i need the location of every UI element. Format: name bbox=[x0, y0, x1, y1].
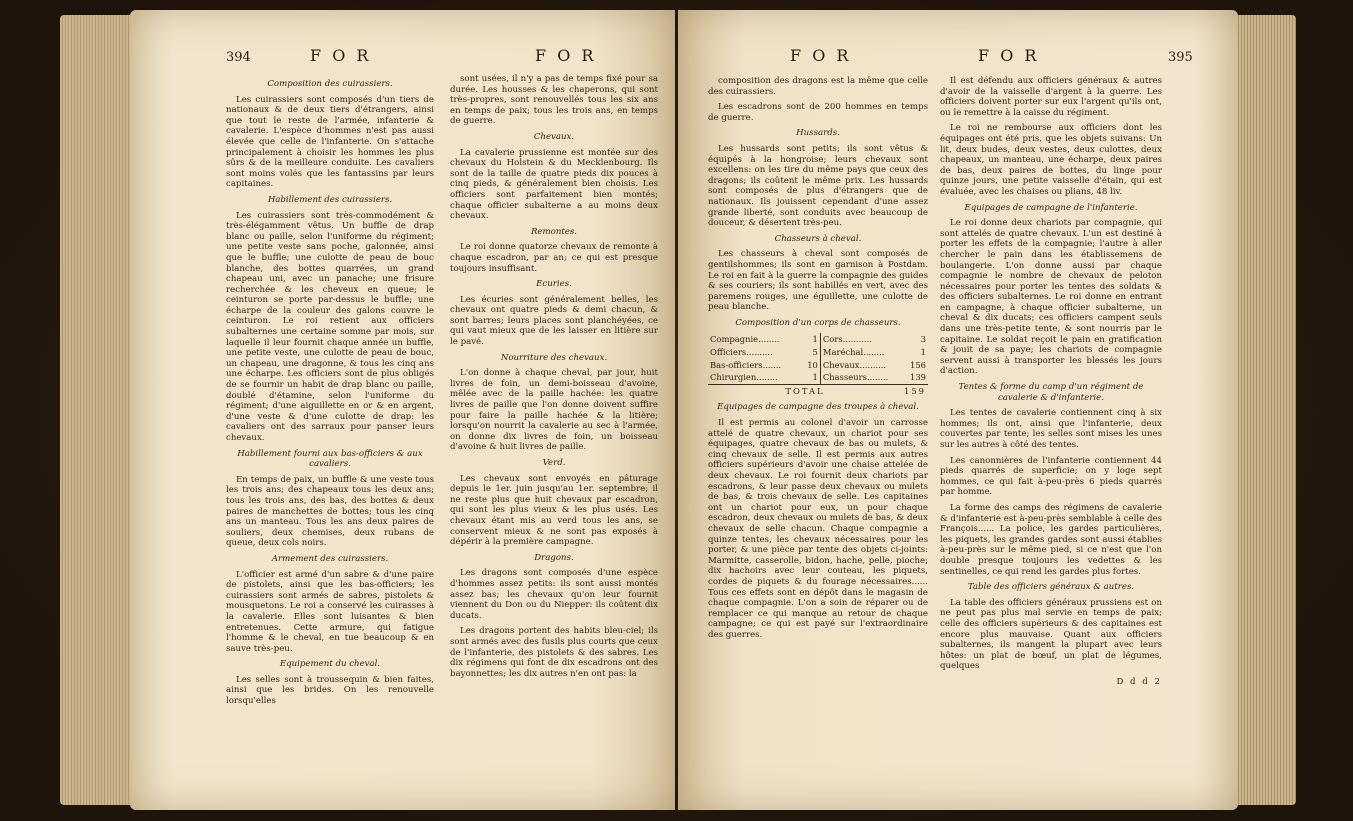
section-heading: Dragons. bbox=[534, 552, 574, 563]
table-row bbox=[708, 333, 928, 346]
section-heading: Hussards. bbox=[796, 128, 840, 139]
section-heading: Habillement des cuirassiers. bbox=[267, 194, 393, 205]
paragraph: Le roi donne quatorze chevaux de remonte à chaque escadron, par an; ce qui est presque toujours insuffisant. bbox=[450, 242, 658, 274]
table-cell: Chevaux.......... bbox=[820, 359, 902, 372]
table-total-value: 159 bbox=[904, 385, 926, 396]
paragraph: Les écuries sont généralement belles, les chevaux ont quatre pieds & demi chacun, & sont barres; leurs places sont planchéyées, ce qui vaut mieux que de les laisser en litière sur le pavé. bbox=[450, 294, 658, 348]
paragraph: Il est permis au colonel d'avoir un carrosse attelé de quatre chevaux, un chariot pour ses équipages, quatre chevaux de bas ou mulets, & cinq chevaux de selle. Il est permis aux autres officiers supérieurs d'avoir une chaise attelée de deux chevaux. Le roi fournit deux chariots par escadrons, & leur passe deux chevaux ou mulets de bas, & trois chevaux de selle. Les capitaines ont un chariot pour eux, un pour chaque escadron, deux chevaux ou mulets de bas, & deux chevaux de selle chacun. Chaque compagnie a quinze tentes, les chevaux nécessaires pour les porter, & une pièce par tente des objets ci-joints: Marmitte, casserolle, bidon, hache, pelle, pioche; dix hachoirs avec leur couteau, les piquets, cordes de piquets & du fourage nécessaires...... Tous ces effets sont en dépôt dans le magasin de chaque compagnie. L'on a soin de réparer ou de remplacer ce qui manque au retour de chaque campagne; ce qui est payé sur l'extraordinaire des guerres. bbox=[708, 418, 928, 640]
chasseurs-table bbox=[708, 333, 928, 397]
paragraph: Les cuirassiers sont très-commodément & très-élégamment vêtus. Un buffle de drap blanc ou paille, selon l'uniforme du régiment; une petite veste sans poche, galonnée, ainsi que le buffle; une culotte de peau de bouc blanche, des bottes quarrées, un grand chapeau uni, avec un panache; une frisure recherchée & les cheveux en queue; le ceinturon se porte par-dessus le buffle; une écharpe de la couleur des galons couvre le ceinturon. Le roi retient aux officiers subalternes une certaine somme par mois, sur laquelle il leur fournit chaque année un buffle, une petite veste, une culotte de peau de bouc, un chapeau, une dragonne, & tous les cinq ans une écharpe. Les officiers sont de plus obligés de se fournir un habit de drap blanc ou paille, doublé d'étamine, selon l'uniforme du régiment; d'une aiguillette en or & en argent, d'une veste & d'une culotte de drap: les cavaliers ont des sarraux pour panser leurs chevaux. bbox=[226, 210, 434, 443]
paragraph: Les chasseurs à cheval sont composés de gentilshommes; ils sont en garnison à Postdam. Le roi en fait à la guerre la compagnie des guides & ses couriers; ils sont habillés en vert, avec des paremens rouges, une éguillette, une culotte de peau blanche. bbox=[708, 249, 928, 313]
table-cell: Chirurgien........ bbox=[710, 372, 778, 383]
left-header-1: F O R bbox=[310, 46, 372, 65]
table-cell: Compagnie........ bbox=[710, 334, 780, 345]
right-column-2 bbox=[940, 76, 1162, 687]
paragraph: Les chevaux sont envoyés en pâturage depuis le 1er. juin jusqu'au 1er. septembre; il ne reste plus que huit chevaux par escadron, qui sont les plus vieux & les plus usés. Les chevaux étant mis au verd tous les ans, se conservent mieux & ne sont pas exposés à dépérir à la première campagne. bbox=[450, 473, 658, 548]
table-row bbox=[708, 346, 928, 359]
table-cell: Chasseurs........ bbox=[820, 371, 902, 384]
right-col1-text-b bbox=[708, 402, 928, 640]
table-cell: 5 bbox=[812, 347, 818, 358]
table-cell: Bas-officiers....... bbox=[710, 359, 782, 370]
paragraph: Les selles sont à troussequin & bien faites, ainsi que les brides. On les renouvelle lorsqu'elles bbox=[226, 674, 434, 707]
right-col1-text-a bbox=[708, 76, 928, 328]
table-cell: 1 bbox=[812, 334, 818, 345]
right-column-1 bbox=[708, 76, 928, 646]
paragraph: Les hussards sont petits; ils sont vêtus & équipés à la hongroise; leurs chevaux sont excellens: on les tire du même pays que ceux des dragons; ils coûtent le même prix. Les hussards sont composés de plus d'étrangers que de nationaux. Ils jouissent cependant d'une assez grande liberté, sont conduits avec beaucoup de douceur, & désertent très-peu. bbox=[708, 143, 928, 229]
paragraph: Les escadrons sont de 200 hommes en temps de guerre. bbox=[708, 102, 928, 123]
section-heading: Table des officiers généraux & autres. bbox=[967, 582, 1135, 593]
right-page-number: 395 bbox=[1168, 50, 1193, 65]
section-heading: Chasseurs à cheval. bbox=[774, 233, 862, 244]
table-cell: 156 bbox=[910, 359, 926, 370]
section-heading: Composition des cuirassiers. bbox=[267, 79, 393, 89]
table-cell: Officiers.......... bbox=[710, 347, 773, 358]
section-heading: Remontes. bbox=[530, 226, 578, 237]
paragraph: Les canonnières de l'infanterie contiennent 44 pieds quarrés de superficie; on y loge sept hommes, ce qui fait à-peu-près 6 pieds quarrés par homme. bbox=[940, 455, 1162, 498]
paragraph: La forme des camps des régimens de cavalerie & d'infanterie est à-peu-près semblable à celle des François...... La police, les gardes particulières, les piquets, les grandes gardes sont aussi établies à-peu-près sur le même pied, si ce n'est que l'on double presque toujours les vedettes & les sentinelles, ce qui rend les gardes plus fortes. bbox=[940, 502, 1162, 577]
section-heading: Verd. bbox=[542, 458, 566, 468]
table-row bbox=[708, 371, 928, 384]
page-edges-right bbox=[1236, 15, 1296, 805]
section-heading: Armement des cuirassiers. bbox=[271, 553, 389, 564]
section-heading: Ecuries. bbox=[536, 279, 572, 290]
paragraph: composition des dragons est la même que celle des cuirassiers. bbox=[708, 76, 928, 97]
paragraph: Les cuirassiers sont composés d'un tiers de nationaux & de deux tiers d'étrangers, ainsi que tout le reste de l'armée, infanterie & cavalerie. L'espèce d'hommes n'est pas aussi élevée que celle de l'infanterie. On s'attache principalement à choisir les hommes les plus sûrs & de la meilleure conduite. Les cavaliers sont moins volés que les fantassins par leurs capitaines. bbox=[226, 94, 434, 190]
page-edges-left bbox=[60, 15, 132, 805]
section-heading: Tentes & forme du camp d'un régiment de cavalerie & d'infanterie. bbox=[958, 382, 1144, 403]
section-heading: Habillement fourni aux bas-officiers & aux cavaliers. bbox=[237, 448, 423, 470]
section-heading: Equipement du cheval. bbox=[279, 659, 381, 670]
left-page bbox=[130, 10, 675, 810]
section-heading: Nourriture des chevaux. bbox=[500, 352, 608, 363]
paragraph: Les tentes de cavalerie contiennent cinq à six hommes; ils ont, ainsi que l'infanterie, deux couvertes par tente; les selles sont mises les unes sur les autres à côté des tentes. bbox=[940, 408, 1162, 450]
section-heading: Equipages de campagne de l'infanterie. bbox=[964, 202, 1138, 213]
paragraph: En temps de paix, un buffle & une veste tous les trois ans; des chapeaux tous les deux ans; tous les trois ans, des bas, des bottes & deux paires de manchettes de bottes; tous les cinq ans un manteau. Tous les ans deux paires de souliers, deux chemises, deux rubans de queue, deux cols noirs. bbox=[226, 474, 434, 549]
paragraph: La table des officiers généraux prussiens est on ne peut pas plus mal servie en temps de paix; celle des officiers supérieurs & des capitaines est encore plus mauvaise. Quant aux officiers subalternes, ils mangent la plupart avec leurs hôtes: un plat de bœuf, un plat de légumes, quelques bbox=[940, 597, 1162, 672]
signature-mark: D d d 2 bbox=[1116, 676, 1162, 687]
table-total-row bbox=[708, 384, 928, 397]
table-row bbox=[708, 359, 928, 372]
section-heading: Equipages de campagne des troupes à cheval. bbox=[717, 402, 919, 413]
left-column-1 bbox=[226, 74, 434, 712]
paragraph: Il est défendu aux officiers généraux & autres d'avoir de la vaisselle d'argent à la guerre. Les officiers doivent porter sur eux l'argent qu'ils ont, ou le remettre à la caisse du régiment. bbox=[940, 76, 1162, 118]
left-header-2: F O R bbox=[535, 46, 597, 65]
table-cell: Maréchal........ bbox=[820, 346, 902, 359]
paragraph: Le roi ne rembourse aux officiers dont les équipages ont été pris, que les objets suivans: Un lit, deux budes, deux vestes, deux culottes, deux chapeaux, un manteau, une écharpe, deux paires de bas, deux paires de bottes, du linge pour quinze jours, une petite vaisselle d'étain, qui est évaluée, avec les chaises ou plians, 48 liv. bbox=[940, 123, 1162, 197]
right-page bbox=[678, 10, 1238, 810]
paragraph: L'on donne à chaque cheval, par jour, huit livres de foin, un demi-boisseau d'avoine, mêlée avec de la paille hachée: les quatre livres de paille que l'on donne doivent suffire pour faire la paille hachée & la litière; lorsqu'on nourrit la cavalerie au sec à l'armée, on donne dix livres de foin, un boisseau d'avoine & huit livres de paille. bbox=[450, 368, 658, 453]
right-col2-text bbox=[940, 76, 1162, 672]
left-column-2 bbox=[450, 74, 658, 684]
paragraph: Les dragons sont composés d'une espèce d'hommes assez petits: ils sont aussi montés assez bas; les chevaux qu'on leur fournit viennent du Don ou du Niepper: ils coûtent dix ducats. bbox=[450, 568, 658, 621]
table-cell: 1 bbox=[812, 372, 818, 383]
paragraph: Les dragons portent des habits bleu-ciel; ils sont armés avec des fusils plus courts que ceux de l'infanterie, des pistolets & des sabres. Les dix régimens qui font de dix escadrons ont des bayonnettes; les dix autres n'en ont pas: la bbox=[450, 626, 658, 679]
paragraph: La cavalerie prussienne est montée sur des chevaux du Holstein & du Mecklenbourg. Ils sont de la taille de quatre pieds dix pouces à cinq pieds, & généralement bien choisis. Les officiers sont parfaitement bien montés; chaque officier subalterne a au moins deux chevaux. bbox=[450, 147, 658, 222]
paragraph: Le roi donne deux chariots par compagnie, qui sont attelés de quatre chevaux. L'un est destiné à porter les effets de la compagnie; l'autre à aller chercher le pain dans les établissemens de boulangerie. L'on donne aussi par chaque compagnie le nombre de chevaux de peloton nécessaires pour porter les tentes des soldats & des officiers subalternes. Le roi donne en entrant en campagne, à chaque officier subalterne, un cheval & dix ducats; ces officiers campent seuls dans une très-petite tente, & sont nourris par le capitaine. Le soldat reçoit le pain en gratification & jouit de sa paye; les chariots de compagnie servent aussi à transporter les blessés les jours d'action. bbox=[940, 218, 1162, 377]
table-total-label: TOTAL bbox=[708, 384, 902, 397]
left-page-number: 394 bbox=[226, 50, 251, 65]
right-header-2: F O R bbox=[978, 46, 1040, 65]
right-header-1: F O R bbox=[790, 46, 852, 65]
section-heading: Chevaux. bbox=[533, 131, 575, 142]
paragraph: L'officier est armé d'un sabre & d'une paire de pistolets, ainsi que les bas-officiers; les cuirassiers sont armés de sabres, pistolets & mousquetons. Le roi a conservé les cuirasses à la cavalerie. Elles sont luisantes & bien entretenues. Cette armure, qui fatigue l'homme & le cheval, en tue beaucoup & en sauve très-peu. bbox=[226, 569, 434, 654]
table-cell: 3 bbox=[920, 334, 926, 345]
table-cell: 1 bbox=[920, 347, 926, 358]
paragraph: sont usées, il n'y a pas de temps fixé pour sa durée. Les housses & les chaperons, qui sont très-propres, sont renouvellés tous les six ans en temps de paix; tous les trois ans, en temps de guerre. bbox=[450, 74, 658, 127]
table-cell: 139 bbox=[910, 372, 926, 383]
table-cell: 10 bbox=[807, 359, 818, 370]
section-heading: Composition d'un corps de chasseurs. bbox=[735, 317, 901, 328]
table-cell: Cors........... bbox=[820, 333, 902, 346]
